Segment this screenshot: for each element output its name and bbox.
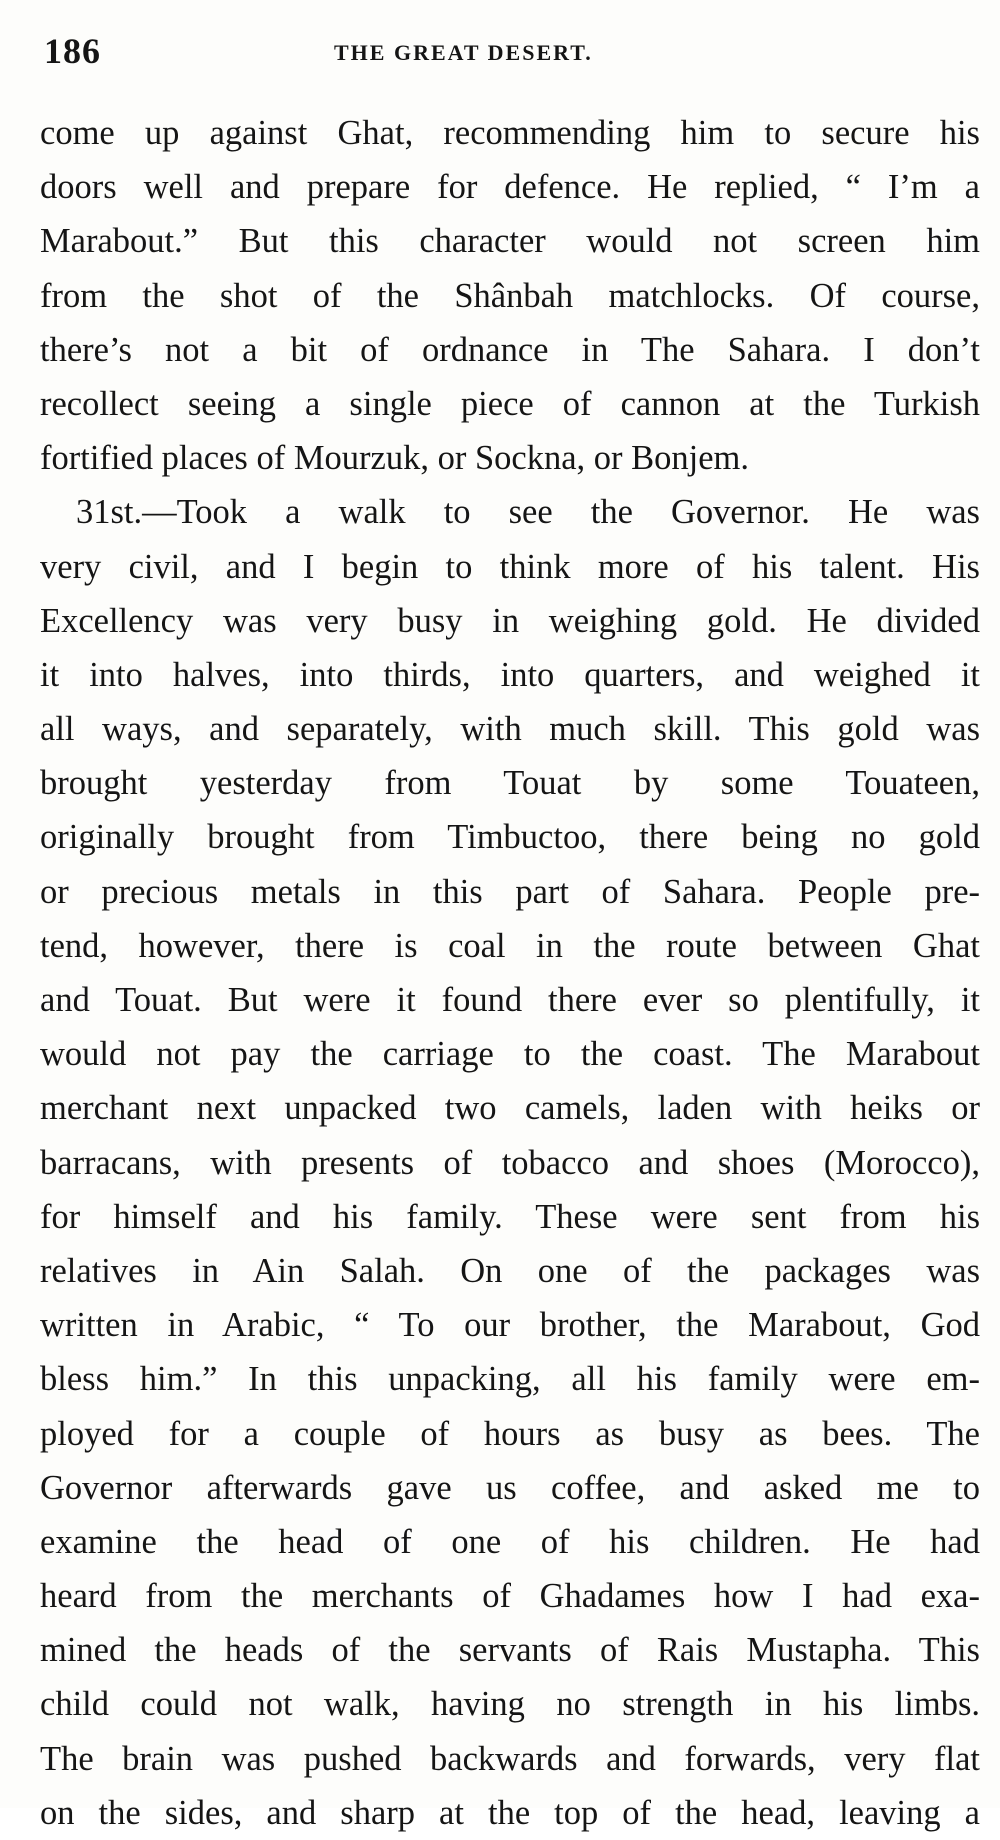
text-line: Excellency was very busy in weighing gold. He divided: [40, 601, 980, 640]
text-line: merchant next unpacked two camels, laden with heiks or: [40, 1089, 980, 1128]
text-line: tend, however, there is coal in the route between Ghat: [40, 926, 980, 965]
text-line: doors well and prepare for defence. He replied, “ I’m a: [40, 168, 980, 207]
running-title: THE GREAT DESERT.: [334, 40, 593, 65]
text-line: written in Arabic, “ To our brother, the Marabout, God: [40, 1306, 980, 1345]
text-line: come up against Ghat, recommending him to secure his: [40, 114, 980, 152]
text-line: Marabout.” But this character would not screen him: [40, 222, 980, 261]
text-line: very civil, and I begin to think more of his talent. His: [40, 547, 980, 586]
text-line: and Touat. But were it found there ever so plentifully, it: [40, 981, 980, 1019]
text-line: all ways, and separately, with much skill. This gold was: [40, 710, 980, 749]
text-line: recollect seeing a single piece of cannon at the Turkish: [40, 384, 980, 423]
running-head: [44, 30, 974, 70]
text-line: there’s not a bit of ordnance in The Sahara. I don’t: [40, 330, 980, 369]
text-line: examine the head of one of his children. He had: [40, 1522, 980, 1561]
text-line: from the shot of the Shânbah matchlocks. Of course,: [40, 276, 980, 315]
text-line: or precious metals in this part of Sahara. People pre-: [40, 872, 980, 911]
text-line: brought yesterday from Touat by some Touateen,: [40, 764, 980, 803]
text-line: fortified places of Mourzuk, or Sockna, or Bonjem.: [40, 439, 749, 478]
text-line: heard from the merchants of Ghadames how I had exa-: [40, 1577, 980, 1616]
text-line: would not pay the carriage to the coast. The Marabout: [40, 1035, 980, 1074]
text-line: bless him.” In this unpacking, all his family were em-: [40, 1360, 980, 1399]
text-line: relatives in Ain Salah. On one of the packages was: [40, 1251, 980, 1290]
text-line: 31st.—Took a walk to see the Governor. He was: [76, 493, 980, 532]
text-line: on the sides, and sharp at the top of the head, leaving a: [40, 1793, 980, 1832]
text-line: Governor afterwards gave us coffee, and asked me to: [40, 1468, 980, 1507]
text-line: for himself and his family. These were sent from his: [40, 1197, 980, 1236]
text-line: barracans, with presents of tobacco and shoes (Morocco),: [40, 1143, 980, 1182]
page-number: 186: [44, 31, 101, 71]
text-line: child could not walk, having no strength in his limbs.: [40, 1685, 980, 1724]
text-line: mined the heads of the servants of Rais Mustapha. This: [40, 1631, 980, 1670]
text-line: ployed for a couple of hours as busy as bees. The: [40, 1414, 980, 1453]
text-line: originally brought from Timbuctoo, there being no gold: [40, 818, 980, 857]
text-line: The brain was pushed backwards and forwards, very flat: [40, 1739, 980, 1778]
text-line: it into halves, into thirds, into quarters, and weighed it: [40, 655, 980, 694]
body-text: [40, 106, 980, 1840]
